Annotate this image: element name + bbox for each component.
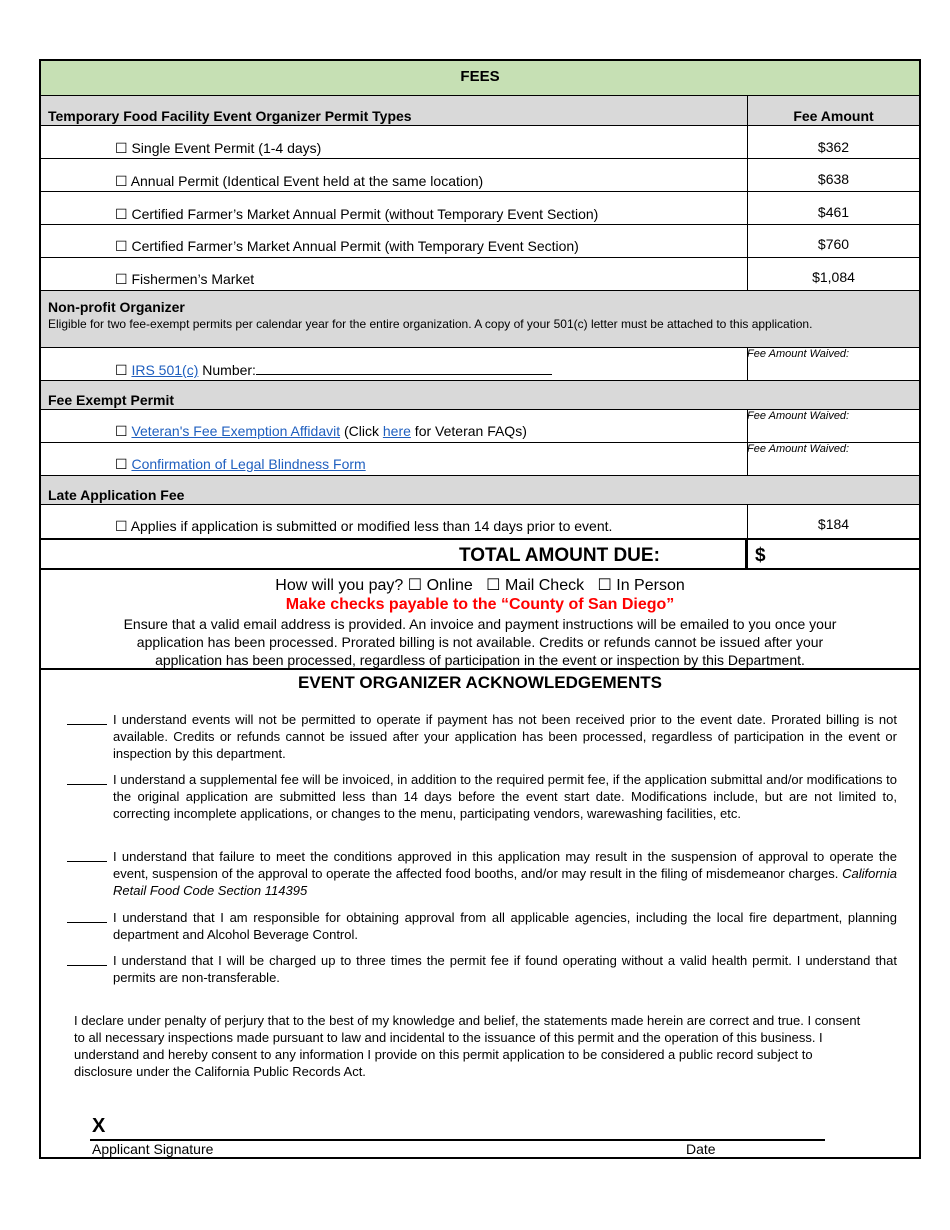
ack-item: [67, 771, 897, 822]
ack-text: I understand events will not be permitted to operate if payment has not been received prior to the event date. Prorated billing is not available. Credits or refunds cannot be issued after your application has been processed, regardless of participation in the event or inspection by this department.: [113, 712, 897, 761]
veteran-post-text: for Veteran FAQs): [410, 423, 527, 439]
signature-mark: X: [92, 1115, 106, 1137]
permit-row-fishermen[interactable]: [41, 258, 919, 291]
blindness-form-link[interactable]: Confirmation of Legal Blindness Form: [131, 456, 366, 472]
checkbox-icon[interactable]: ☐: [486, 577, 501, 594]
fee-exempt-section-header: [41, 381, 919, 410]
initial-field[interactable]: [67, 771, 107, 785]
veteran-faq-link[interactable]: here: [382, 423, 411, 439]
irs-501c-link[interactable]: IRS 501(c): [131, 362, 199, 378]
late-fee-title: Late Application Fee: [48, 487, 185, 503]
ack-item: [67, 909, 897, 943]
permit-row-cfm-with[interactable]: [41, 225, 919, 258]
permit-label: Certified Farmer’s Market Annual Permit (without Temporary Event Section): [131, 206, 599, 222]
checkbox-icon[interactable]: ☐: [407, 577, 423, 594]
initial-field[interactable]: [67, 952, 107, 966]
payment-online-option[interactable]: [408, 577, 473, 594]
initial-field[interactable]: [67, 711, 107, 725]
payment-section: [41, 570, 919, 670]
ack-item: [67, 711, 897, 762]
option-label: Mail Check: [504, 577, 585, 594]
veteran-pre-text: (Click: [340, 423, 383, 439]
late-fee-label: Applies if application is submitted or modified less than 14 days prior to event.: [130, 518, 613, 534]
nonprofit-row[interactable]: [41, 348, 919, 381]
blindness-row[interactable]: [41, 443, 919, 476]
checkbox-icon[interactable]: ☐: [115, 173, 128, 189]
signature-label: Applicant Signature: [92, 1141, 214, 1157]
late-fee-amount: $184: [817, 516, 850, 532]
late-fee-section-header: [41, 476, 919, 505]
permit-label: Single Event Permit (1-4 days): [131, 140, 322, 156]
checkbox-icon[interactable]: ☐: [115, 423, 128, 439]
payment-info: [41, 615, 919, 669]
permit-row-single[interactable]: [41, 126, 919, 159]
permit-fee: $362: [817, 139, 850, 155]
checkbox-icon[interactable]: ☐: [115, 271, 128, 287]
checkbox-icon[interactable]: ☐: [115, 238, 128, 254]
total-label: TOTAL AMOUNT DUE:: [459, 545, 660, 566]
acknowledgements-section: [41, 672, 919, 1159]
fee-waived-label: Fee Amount Waived:: [747, 410, 850, 422]
payment-question: How will you pay?: [275, 577, 404, 594]
payment-info-line: application has been processed, regardless of participation in the event or inspection by this Department.: [155, 652, 805, 668]
ack-text: I understand that I will be charged up to three times the permit fee if found operating without a valid health permit. I understand that permits are non-transferable.: [113, 953, 897, 985]
initial-field[interactable]: [67, 848, 107, 862]
checkbox-icon[interactable]: ☐: [115, 518, 128, 534]
permit-types-header: Temporary Food Facility Event Organizer Permit Types: [48, 108, 412, 124]
permit-row-cfm-without[interactable]: [41, 192, 919, 225]
initial-field[interactable]: [67, 909, 107, 923]
permit-row-annual[interactable]: [41, 159, 919, 192]
payment-info-line: Ensure that a valid email address is provided. An invoice and payment instructions will be emailed to you once your: [123, 616, 837, 632]
declaration-text: I declare under penalty of perjury that to the best of my knowledge and belief, the statements made herein are correct and true. I consent to all necessary inspections made pursuant to law and incidental to the issuance of this permit and the operation of this business. I understand and hereby consent to any information I provide on this permit application to be considered a public record subject to disclosure under the California Public Records Act.: [74, 1013, 861, 1079]
permit-label: Fishermen’s Market: [131, 271, 255, 287]
permit-fee: $461: [817, 204, 850, 220]
ack-text: I understand that I am responsible for obtaining approval from all applicable agencies, including the local fire department, planning department and Alcohol Beverage Control.: [113, 910, 897, 942]
number-label: Number:: [202, 362, 256, 378]
payment-info-line: application has been processed. Prorated billing is not available. Credits or refunds cannot be issued after your: [136, 634, 824, 650]
payment-inperson-option[interactable]: [597, 577, 684, 594]
checks-payable-notice: Make checks payable to the “County of San Diego”: [285, 596, 675, 613]
late-fee-row[interactable]: [41, 505, 919, 540]
total-amount-field[interactable]: $: [755, 545, 766, 566]
veteran-affidavit-link[interactable]: Veteran's Fee Exemption Affidavit: [131, 423, 341, 439]
ack-text: I understand a supplemental fee will be invoiced, in addition to the required permit fee, if the application submittal and/or modifications to the original application are submitted less than 14 days before the event start date. Modifications include, but are not limited to, correcting incomplete applications, or changes to the menu, participating vendors, warewashing facilities, etc.: [113, 772, 897, 821]
option-label: In Person: [616, 577, 685, 594]
fees-form: [39, 59, 921, 1159]
checkbox-icon[interactable]: ☐: [115, 456, 128, 472]
checkbox-icon[interactable]: ☐: [115, 206, 128, 222]
payment-mail-option[interactable]: [486, 577, 584, 594]
checkbox-icon[interactable]: ☐: [115, 362, 128, 378]
permit-label: Annual Permit (Identical Event held at the same location): [130, 173, 484, 189]
ack-item: [67, 848, 897, 899]
fee-amount-header: Fee Amount: [793, 108, 874, 124]
irs-number-field[interactable]: [256, 361, 552, 375]
fees-header: FEES: [41, 61, 919, 96]
checkbox-icon[interactable]: ☐: [597, 577, 612, 594]
payment-question-row: [41, 575, 919, 595]
total-row: [41, 540, 919, 570]
veteran-row[interactable]: [41, 410, 919, 443]
checkbox-icon[interactable]: ☐: [115, 140, 128, 156]
ack-text: I understand that failure to meet the conditions approved in this application may result in the suspension of approval to operate the event, suspension of the approval to operate the affected food booths, and/or may result in the filing of misdemeanor charges.: [113, 849, 897, 881]
permit-types-header-row: [41, 96, 919, 126]
fee-waived-label: Fee Amount Waived:: [747, 348, 850, 360]
nonprofit-section-header: [41, 291, 919, 348]
permit-label: Certified Farmer’s Market Annual Permit (with Temporary Event Section): [131, 238, 579, 254]
option-label: Online: [426, 577, 473, 594]
permit-fee: $1,084: [812, 269, 855, 285]
permit-fee: $638: [817, 171, 850, 187]
permit-fee: $760: [817, 236, 850, 252]
acknowledgements-title: EVENT ORGANIZER ACKNOWLEDGEMENTS: [298, 673, 662, 692]
ack-item: [67, 952, 897, 986]
nonprofit-description: Eligible for two fee-exempt permits per calendar year for the entire organization. A copy of your 501(c) letter must be attached to this application.: [48, 317, 813, 331]
fee-waived-label: Fee Amount Waived:: [747, 443, 850, 455]
code-citation: California Retail Food Code Section 114395: [113, 866, 897, 898]
nonprofit-title: Non-profit Organizer: [48, 299, 185, 315]
date-label: Date: [686, 1141, 716, 1157]
fee-exempt-title: Fee Exempt Permit: [48, 392, 175, 408]
